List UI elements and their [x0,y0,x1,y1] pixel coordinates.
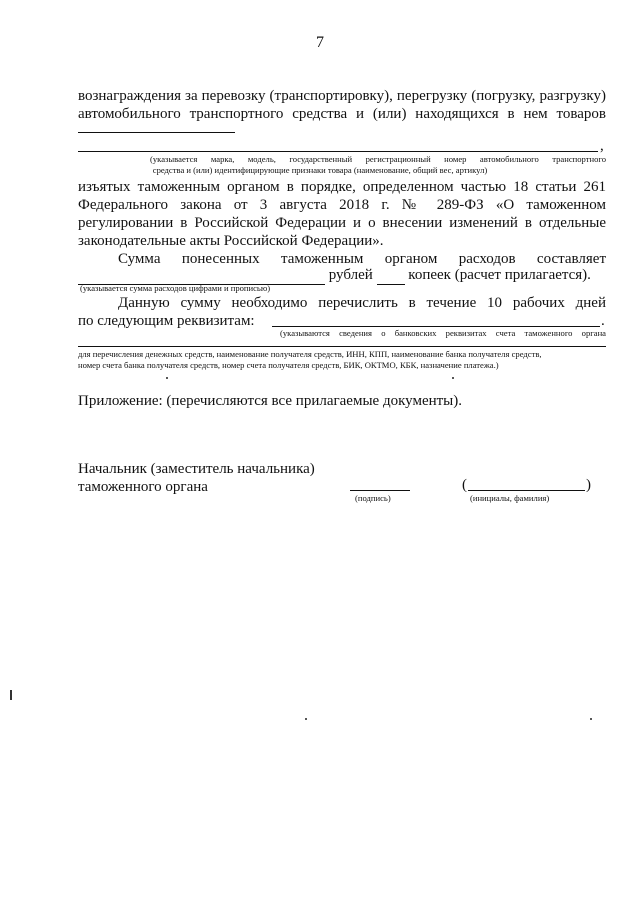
blank-line-requisites-2 [78,346,606,347]
rubles-label: рублей [328,267,373,283]
signature-caption: (подпись) [355,493,391,503]
paragraph-4-line-1: Данную сумму необходимо перечислить в течение 10 рабочих дней [118,295,606,311]
paragraph-2-line-4: законодательные акты Российской Федерации». [78,233,384,249]
blank-line-requisites [272,326,600,327]
paragraph-1-line-1: вознаграждения за перевозку (транспортировку), перегрузку (погрузку, разгрузку) [78,88,606,104]
signatory-title-line-1: Начальник (заместитель начальника) [78,461,315,477]
name-close-paren: ) [586,477,591,493]
paragraph-1-line-2: автомобильного транспортного средства и (или) находящихся в нем товаров [78,106,606,122]
note-amount: (указывается сумма расходов цифрами и прописью) [80,283,271,293]
paragraph-4-line-2: по следующим реквизитам: [78,313,255,329]
paragraph-3-line-1: Сумма понесенных таможенным органом расходов составляет [118,251,606,267]
requisites-dot: . [601,313,605,329]
scan-speck [305,718,307,720]
note-requisites-line-1: (указываются сведения о банковских реквизитах счета таможенного органа [280,328,606,338]
attachment-line: Приложение: (перечисляются все прилагаемые документы). [78,393,463,409]
signatory-title-line-2: таможенного органа [78,479,208,495]
note-requisites-line-3: номер счета банка получателя средств, номер счета получателя средств, БИК, ОКТМО, КБК, назначение платежа.) [78,360,499,370]
name-open-paren: ( [462,477,467,493]
signature-line [350,490,410,491]
blank-amount-kopecks [377,266,405,285]
note-requisites-line-2: для перечисления денежных средств, наименование получателя средств, ИНН, КПП, наименование банка получателя средств, [78,349,542,359]
blank-line-vehicle [78,151,598,152]
scan-edge-mark [10,690,12,700]
scan-speck [590,718,592,720]
note-vehicle-line-2: средства и (или) идентифицирующие признаки товара (наименование, общий вес, артикул) [152,165,488,175]
paragraph-2-line-3: регулировании в Российской Федерации и о внесении изменений в отдельные [78,215,606,231]
name-line [468,490,585,491]
scan-speck [166,377,168,379]
blank-line-goods [78,132,235,133]
name-caption: (инициалы, фамилия) [470,493,550,503]
trailing-comma: , [600,138,604,154]
note-vehicle-line-1: (указывается марка, модель, государственный регистрационный номер автомобильного транспортного [150,154,606,164]
paragraph-2-line-2: Федерального закона от 3 августа 2018 г. № 289-ФЗ «О таможенном [78,197,606,213]
page-number: 7 [316,34,324,51]
paragraph-2-line-1: изъятых таможенным органом в порядке, определенном частью 18 статьи 261 [78,179,606,195]
scan-speck [452,377,454,379]
kopecks-label: копеек (расчет прилагается). [408,267,591,283]
